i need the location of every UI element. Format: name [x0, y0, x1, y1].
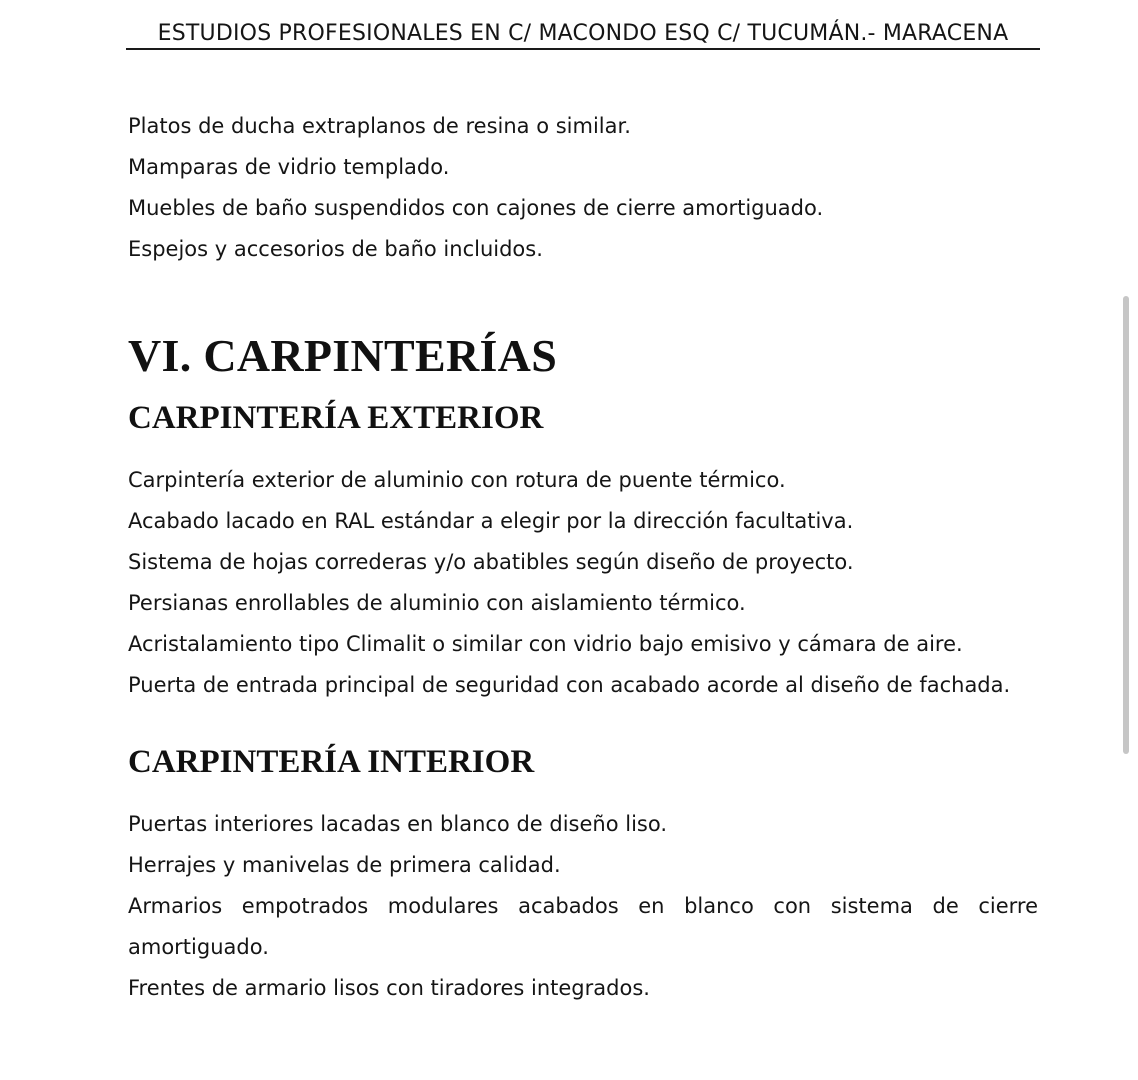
intro-line: Espejos y accesorios de baño incluidos.	[128, 237, 543, 261]
exterior-line: Persianas enrollables de aluminio con aislamiento térmico.	[128, 591, 746, 615]
exterior-line: Carpintería exterior de aluminio con rotura de puente térmico.	[128, 468, 786, 492]
intro-line: Mamparas de vidrio templado.	[128, 155, 450, 179]
interior-list	[128, 804, 1038, 1009]
intro-line: Platos de ducha extraplanos de resina o similar.	[128, 114, 631, 138]
section-title: VI. CARPINTERÍAS	[128, 330, 558, 381]
intro-line: Muebles de baño suspendidos con cajones de cierre amortiguado.	[128, 196, 824, 220]
exterior-line: Puerta de entrada principal de seguridad con acabado acorde al diseño de fachada.	[128, 673, 1011, 697]
interior-line: Frentes de armario lisos con tiradores integrados.	[128, 976, 650, 1000]
exterior-heading: CARPINTERÍA EXTERIOR	[128, 400, 544, 436]
interior-heading: CARPINTERÍA INTERIOR	[128, 744, 535, 780]
interior-line: Herrajes y manivelas de primera calidad.	[128, 853, 561, 877]
vertical-scrollbar[interactable]	[1120, 0, 1132, 1080]
intro-list	[128, 106, 1038, 270]
exterior-line: Sistema de hojas correderas y/o abatibles según diseño de proyecto.	[128, 550, 854, 574]
interior-line: Armarios empotrados modulares acabados en blanco con sistema de cierre amortiguado.	[128, 894, 1038, 959]
exterior-line: Acristalamiento tipo Climalit o similar con vidrio bajo emisivo y cámara de aire.	[128, 632, 963, 656]
document-body	[128, 106, 1038, 1009]
exterior-list	[128, 460, 1038, 706]
page-header	[126, 18, 1040, 50]
interior-line: Puertas interiores lacadas en blanco de diseño liso.	[128, 812, 667, 836]
scrollbar-thumb[interactable]	[1123, 296, 1129, 754]
header-title: ESTUDIOS PROFESIONALES EN C/ MACONDO ESQ C/ TUCUMÁN.- MARACENA	[157, 21, 1009, 46]
exterior-line: Acabado lacado en RAL estándar a elegir por la dirección facultativa.	[128, 509, 854, 533]
